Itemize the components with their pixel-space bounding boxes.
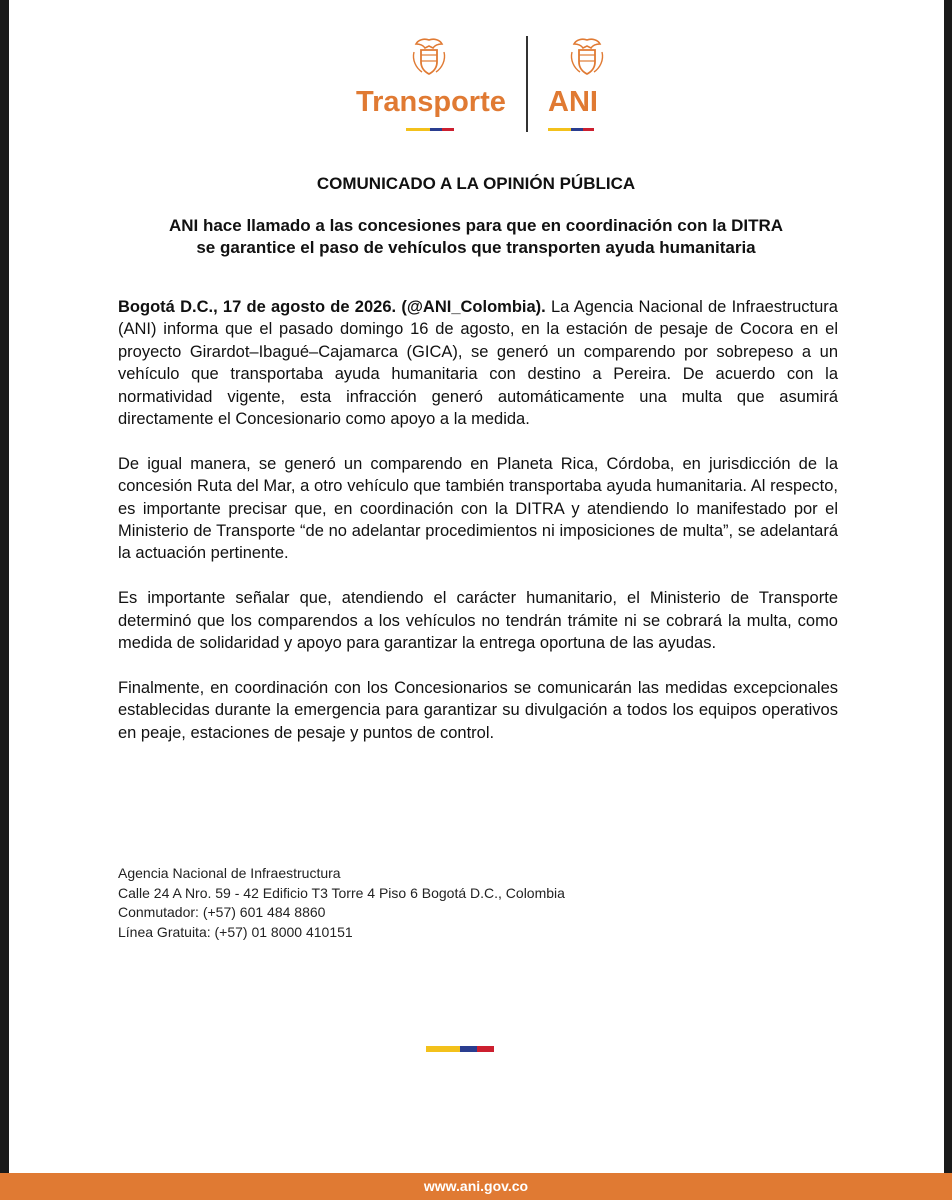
dateline: Bogotá D.C., 17 de agosto de 2026. (@ANI_Colombia). <box>118 298 546 316</box>
logo-divider <box>526 36 528 132</box>
paragraph-1 <box>118 296 838 430</box>
website-link[interactable]: www.ani.gov.co <box>423 1178 529 1194</box>
paragraph-3: Es importante señalar que, atendiendo el carácter humanitario, el Ministerio de Transporte determinó que los comparendos a los vehículos no tendrán trámite ni se cobrará la multa, como medida de solidaridad y apoyo para garantizar la entrega oportuna de las ayudas. <box>118 589 838 653</box>
tricolor-stripe <box>406 128 454 131</box>
contact-org: Agencia Nacional de Infraestructura <box>118 865 341 881</box>
footer-bar <box>0 1173 952 1200</box>
paragraph-4: Finalmente, en coordinación con los Concesionarios se comunicarán las medidas excepcionales establecidas durante la emergencia para garantizar su divulgación a todos los equipos operativos en peaje, estaciones de pesaje y puntos de control. <box>118 678 838 742</box>
document-body <box>118 296 838 766</box>
contact-address: Calle 24 A Nro. 59 - 42 Edificio T3 Torre 4 Piso 6 Bogotá D.C., Colombia <box>118 884 565 901</box>
contact-phone: Conmutador: (+57) 601 484 8860 <box>118 904 326 920</box>
brand-ani: ANI <box>548 86 598 118</box>
transporte-logo <box>350 36 510 136</box>
bottom-tricolor-stripe <box>426 1046 494 1052</box>
contact-toll-free: Línea Gratuita: (+57) 01 8000 410151 <box>118 923 353 940</box>
ani-logo <box>548 36 638 136</box>
coat-of-arms-icon <box>566 36 608 78</box>
brand-transporte: Transporte <box>356 86 506 118</box>
document-subtitle: ANI hace llamado a las concesiones para que en coordinación con la DITRA se garantice el paso de vehículos que transporten ayuda humanitaria <box>168 216 784 257</box>
paragraph-1-text: La Agencia Nacional de Infraestructura (ANI) informa que el pasado domingo 16 de agosto, en la estación de pesaje de Cocora en el proyecto Girardot–Ibagué–Cajamarca (GICA), se generó un comparendo por sobrepeso a un vehículo que transportaba ayuda humanitaria con destino a Pereira. De acuerdo con la normatividad vigente, esta infracción generó automáticamente una multa que asumirá directamente el Concesionario como apoyo a la medida. <box>118 298 838 429</box>
tricolor-stripe <box>548 128 594 131</box>
document-title: COMUNICADO A LA OPINIÓN PÚBLICA <box>316 174 636 193</box>
paragraph-2: De igual manera, se generó un comparendo en Planeta Rica, Córdoba, en jurisdicción de la concesión Ruta del Mar, a otro vehículo que también transportaba ayuda humanitaria. Al respecto, es importante precisar que, en coordinación con la DITRA y atendiendo lo manifestado por el Ministerio de Transporte “de no adelantar procedimientos ni imposiciones de multa”, se adelantará la actuación pertinente. <box>118 454 838 563</box>
coat-of-arms-icon <box>408 36 450 78</box>
letterhead <box>0 28 952 138</box>
contact-block <box>118 864 565 942</box>
